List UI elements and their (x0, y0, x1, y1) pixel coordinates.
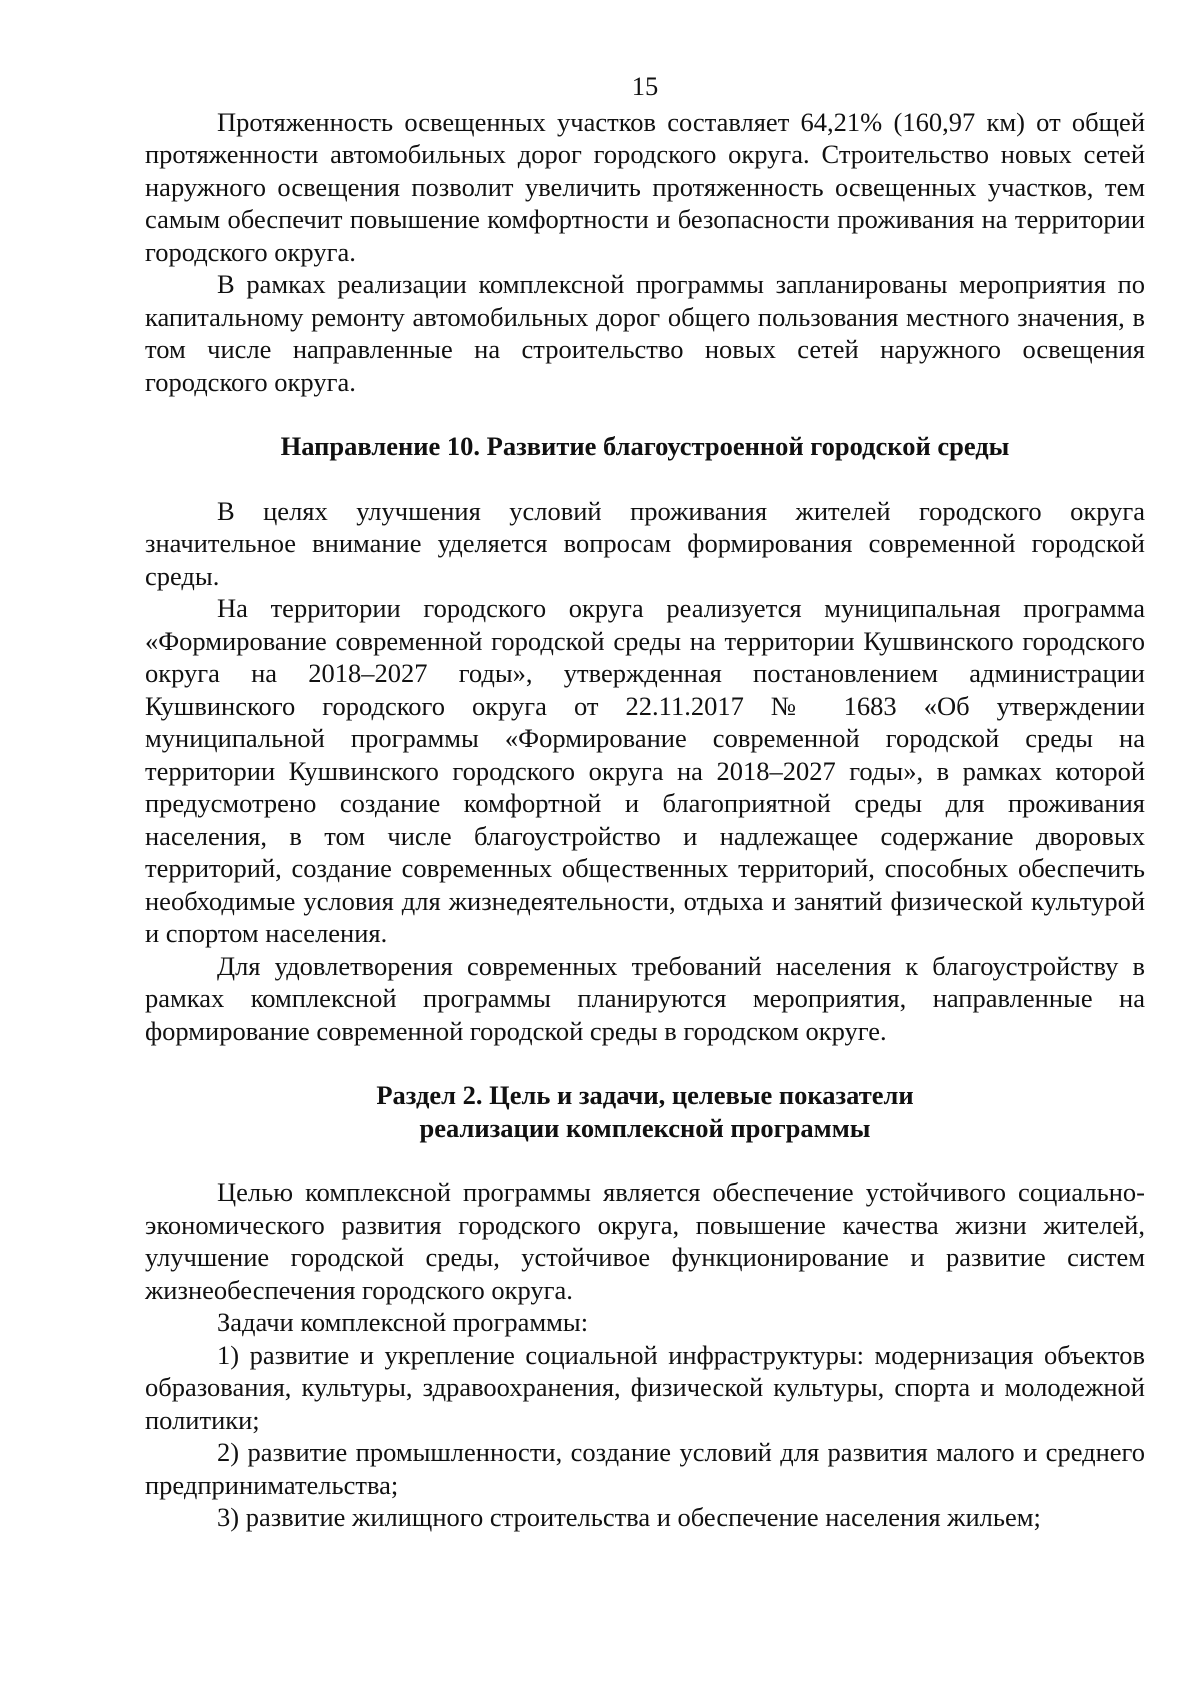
paragraph-program-goal: Целью комплексной программы является обеспечение устойчивого социально-экономического развития городского округа, повышение качества жизни жителей, улучшение городской среды, устойчивое функционирование и развитие систем жизнеобеспечения городского округа. (145, 1177, 1145, 1305)
document-page (145, 70, 1145, 1534)
spacer (145, 1144, 1145, 1176)
spacer (145, 1047, 1145, 1079)
paragraph-municipal-program: На территории городского округа реализуется муниципальная программа «Формирование современной городской среды на территории Кушвинского городского округа на 2018–2027 годы», утвержденная постановлением администрации Кушвинского городского округа от 22.11.2017 № 1683 «Об утверждении муниципальной программы «Формирование современной городской среды на территории Кушвинского городского округа на 2018–2027 годы», в рамках которой предусмотрено создание комфортной и благоприятной среды для проживания населения, в том числе благоустройство и надлежащее содержание дворовых территорий, создание современных общественных территорий, способных обеспечить необходимые условия для жизнедеятельности, отдыха и занятий физической культурой и спортом населения. (145, 593, 1145, 948)
list-item-task-2: 2) развитие промышленности, создание условий для развития малого и среднего предпринимательства; (145, 1437, 1145, 1500)
paragraph-tasks-intro: Задачи комплексной программы: (217, 1307, 589, 1337)
spacer (145, 398, 1145, 430)
paragraph-urban-environment: В целях улучшения условий проживания жителей городского округа значительное внимание уделяется вопросам формирования современной городской среды. (145, 495, 1145, 591)
list-item-task-1: 1) развитие и укрепление социальной инфраструктуры: модернизация объектов образования, культуры, здравоохранения, физической культуры, спорта и молодежной политики; (145, 1339, 1145, 1435)
spacer (145, 463, 1145, 495)
heading-section-2-line-1: Раздел 2. Цель и задачи, целевые показатели (376, 1080, 914, 1110)
paragraph-road-repair: В рамках реализации комплексной программы запланированы мероприятия по капитальному ремонту автомобильных дорог общего пользования местного значения, в том числе направленные на строительство новых сетей наружного освещения городского округа. (145, 269, 1145, 397)
page-number: 15 (631, 71, 659, 101)
list-item-task-3: 3) развитие жилищного строительства и обеспечение населения жильем; (217, 1502, 1041, 1532)
paragraph-improvement-measures: Для удовлетворения современных требований населения к благоустройству в рамках комплексной программы планируются мероприятия, направленные на формирование современной городской среды в городском округе. (145, 950, 1145, 1046)
paragraph-lit-sections: Протяженность освещенных участков составляет 64,21% (160,97 км) от общей протяженности автомобильных дорог городского округа. Строительство новых сетей наружного освещения позволит увеличить протяженность освещенных участков, тем самым обеспечит повышение комфортности и безопасности проживания на территории городского округа. (145, 106, 1145, 267)
heading-direction-10: Направление 10. Развитие благоустроенной городской среды (280, 431, 1010, 461)
heading-section-2-line-2: реализации комплексной программы (419, 1112, 871, 1143)
